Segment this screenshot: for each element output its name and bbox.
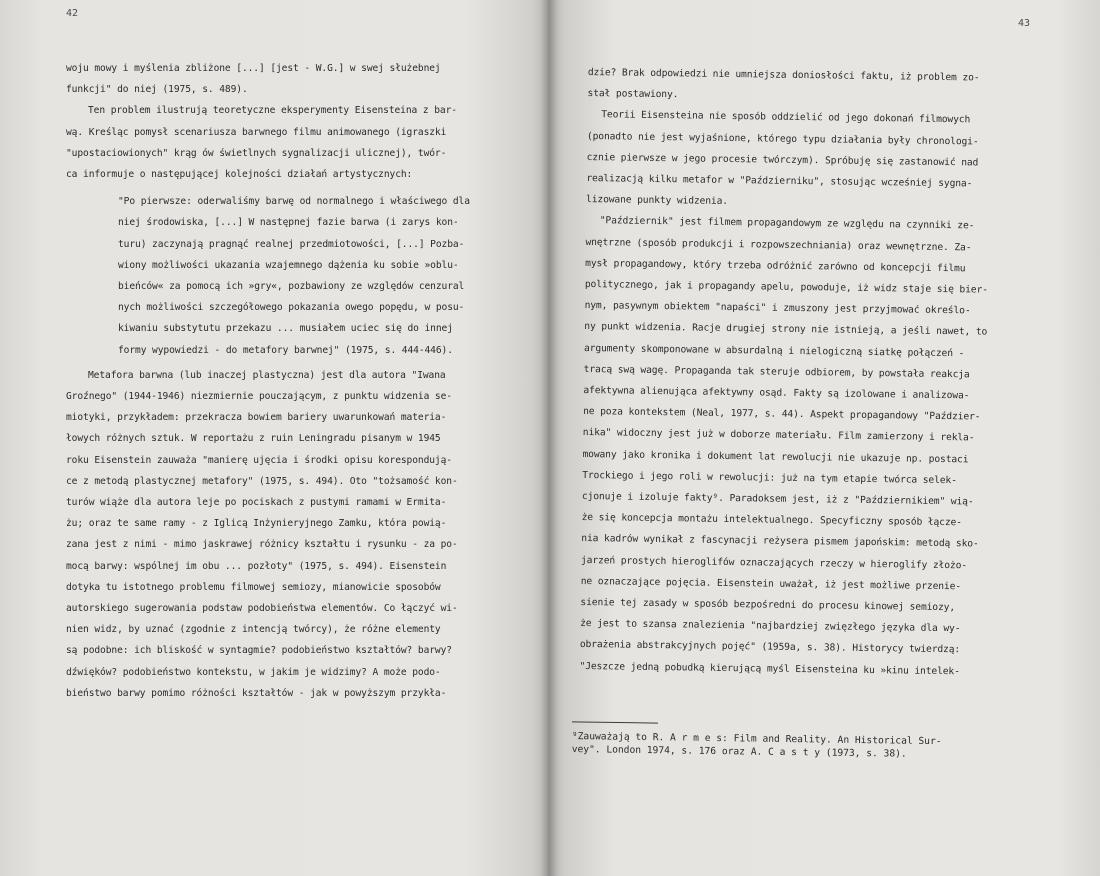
text-line: argumenty skomponowane w absurdalną i nielogiczną siatkę połączeń -	[583, 342, 965, 359]
text-line: (ponadto nie jest wyjaśnione, którego typu działania były chronologi-	[586, 130, 979, 148]
text-line: ne poza kontekstem (Neal, 1977, s. 44). Aspekt propagandowy "Paździer-	[583, 406, 981, 423]
text-line: miotyki, przykładem: przekracza bowiem bariery uwarunkowań materia-	[66, 412, 447, 424]
text-line: jarzeń prostych hieroglifów oznaczających rzeczy w hieroglify złożo-	[580, 554, 968, 572]
text-line: są podobne: ich bliskość w syntagmie? podobieństwo kształtów? barwy?	[66, 645, 452, 657]
quote-line: turu) zaczynają pragnąć realnej przedmiotowości, [...] Pozba-	[118, 238, 465, 250]
text-line: politycznego, jak i propagandy apelu, powoduje, iż widz staje się bier-	[584, 279, 988, 296]
text-line: nika" widoczny jest już w doborze materiału. Film zamierzony i rekla-	[582, 427, 975, 444]
text-line: łowych różnych sztuk. W reportażu z ruin Leningradu pisanym w 1945	[66, 433, 441, 445]
text-line: stał postawiony.	[587, 88, 679, 101]
page-number-right: 43	[1018, 18, 1031, 29]
right-page	[548, 0, 1100, 876]
page-number-left: 42	[66, 8, 79, 19]
text-line: ce z metodą plastycznej metafory" (1975, s. 494). Oto "tożsamość kon-	[66, 475, 458, 487]
text-line: nym, pasywnym obiektem "napaści" i zmuszony jest przyjmować określo-	[584, 300, 971, 317]
text-line: żu; oraz te same ramy - z Iglicą Inżynieryjnego Zamku, która powią-	[66, 518, 447, 530]
quote-line: nych możliwości szczegółowego pokazania owego popędu, w posu-	[118, 302, 465, 314]
text-line: woju mowy i myślenia zbliżone [...] [jest - W.G.] w swej służebnej	[66, 63, 441, 74]
text-line: "Październik" jest filmem propagandowym ze względu na czynniki ze-	[599, 215, 975, 232]
quote-line: niej środowiska, [...] W następnej fazie barwa (i zarys kon-	[118, 217, 459, 229]
text-line: tracą swą wagę. Propaganda tak steruje odbiorem, by powstała reakcja	[583, 363, 970, 381]
text-line: roku Eisenstein zauważa "manierę ujęcia i środki opisu korespondują-	[66, 454, 452, 466]
text-line: Trockiego i jego roli w rewolucji: już na tym etapie twórca selek-	[582, 469, 957, 487]
left-page	[0, 0, 548, 876]
right-page-text	[579, 62, 1058, 683]
text-line: turów wiąże dla autora leje po pociskach z pustymi ramami w Ermita-	[66, 497, 447, 509]
text-line: mocą barwy: wspólnej im obu ... pozłoty" (1975, s. 494). Eisenstein	[66, 560, 447, 572]
text-line: Groźnego" (1944-1946) niezmiernie pouczającym, z punktu widzenia se-	[66, 391, 452, 403]
text-line: obrażenia abstrakcyjnych pojęć" (1959a, s. 38). Historycy twierdzą:	[579, 639, 961, 656]
text-line: nia kadrów wynikał z fascynacji reżysera pismem japońskim: metodą sko-	[581, 533, 979, 550]
text-line: wnętrzne (sposób produkcji i rozpowszechniania) oraz wewnętrzne. Za-	[585, 236, 972, 253]
quote-line: "Po pierwsze: oderwaliśmy barwę od normalnego i właściwego dla	[118, 196, 470, 208]
text-line: mysł propagandowy, który trzeba odróżnić zarówno od koncepcji filmu	[585, 257, 966, 275]
quote-line: kiwaniu substytutu przekazu ... musiałem uciec się do innej	[118, 323, 453, 335]
text-line: lizowane punkty widzenia.	[586, 194, 729, 208]
text-line: Teorii Eisensteina nie sposób oddzielić od jego dokonań filmowych	[601, 109, 971, 126]
left-page-text	[66, 58, 516, 704]
text-line: bieństwo barwy pomimo różności kształtów - jak w powyższym przykła-	[66, 687, 447, 699]
footnote	[572, 730, 1062, 763]
text-line: Ten problem ilustrują teoretyczne eksperymenty Eisensteina z bar-	[88, 105, 457, 117]
quote-line: formy wypowiedzi - do metafory barwnej" (1975, s. 444-446).	[118, 344, 453, 356]
text-line: "Jeszcze jedną pobudką kierującą myśl Eisensteina ku »kinu intelek-	[579, 660, 960, 677]
text-line: realizacją kilku metafor w "Październiku", stosując wcześniej sygna-	[586, 173, 973, 190]
text-line: cjonuje i izoluje fakty⁹. Paradoksem jest, iż z "Październikiem" wią-	[581, 491, 974, 508]
text-line: dźwięków? podobieństwo kontekstu, w jakim je widzimy? A może podo-	[66, 666, 441, 678]
text-line: że jest to szansa znalezienia "najbardziej zwięzłego języka dla wy-	[580, 618, 961, 635]
text-line: wą. Kreśląc pomysł scenariusza barwnego filmu animowanego (igraszki	[66, 126, 447, 138]
footnote-rule	[572, 721, 658, 723]
text-line: dotyka tu istotnego problemu filmowej semiozy, mianowicie sposobów	[66, 581, 441, 593]
quote-line: bieńców« za pomocą ich »gry«, pozbawiony ze względów cenzural	[118, 281, 465, 293]
footnote-line: vey". London 1974, s. 176 oraz A. C a s t y (1973, s. 38).	[571, 743, 907, 760]
text-line: dzie? Brak odpowiedzi nie umniejsza doniosłości faktu, iż problem zo-	[587, 66, 980, 84]
text-line: funkcji" do niej (1975, s. 489).	[66, 84, 248, 96]
text-line: ne oznaczające pojęcia. Eisenstein uważał, iż jest możliwe przenie-	[580, 575, 962, 593]
quote-line: wiony możliwości ukazania wzajemnego dążenia ku sobie »oblu-	[118, 259, 459, 271]
text-line: ny punkt widzenia. Racje drugiej strony nie istnieją, a jeśli nawet, to	[584, 321, 988, 339]
text-line: że się koncepcja montażu intelektualnego. Specyficzny sposób łącze-	[581, 512, 962, 529]
text-line: afektywna alienująca afektywny osąd. Fakty są izolowane i analizowa-	[583, 385, 970, 402]
text-line: cznie pierwsze w jego procesie twórczym). Spróbuję się zastanowić nad	[586, 151, 979, 169]
text-line: autorskiego sugerowania podstaw podobieństwa elementów. Co łączyć wi-	[66, 603, 458, 615]
text-line: mowany jako kronika i dokument lat rewolucji nie ukazuje np. postaci	[582, 448, 969, 466]
footnote-line: ⁹Zauważają to R. A r m e s: Film and Reality. An Historical Sur-	[571, 730, 942, 748]
text-line: sienie tej zasady w sposób bezpośredni do procesu kinowej semiozy,	[580, 597, 956, 614]
text-line: Metafora barwna (lub inaczej plastyczna) jest dla autora "Iwana	[88, 369, 446, 381]
text-line: zana jest z nimi - mimo jaskrawej różnicy kształtu i rysunku - za po-	[66, 539, 458, 551]
book-gutter	[540, 0, 558, 876]
text-line: nien widz, by uznać (zgodnie z intencją twórcy), że różne elementy	[66, 624, 441, 636]
text-line: ca informuje o następującej kolejności działań artystycznych:	[66, 169, 413, 181]
text-line: "upostaciowionych" krąg ów świetlnych sygnalizacji ulicznej), twór-	[66, 147, 447, 159]
